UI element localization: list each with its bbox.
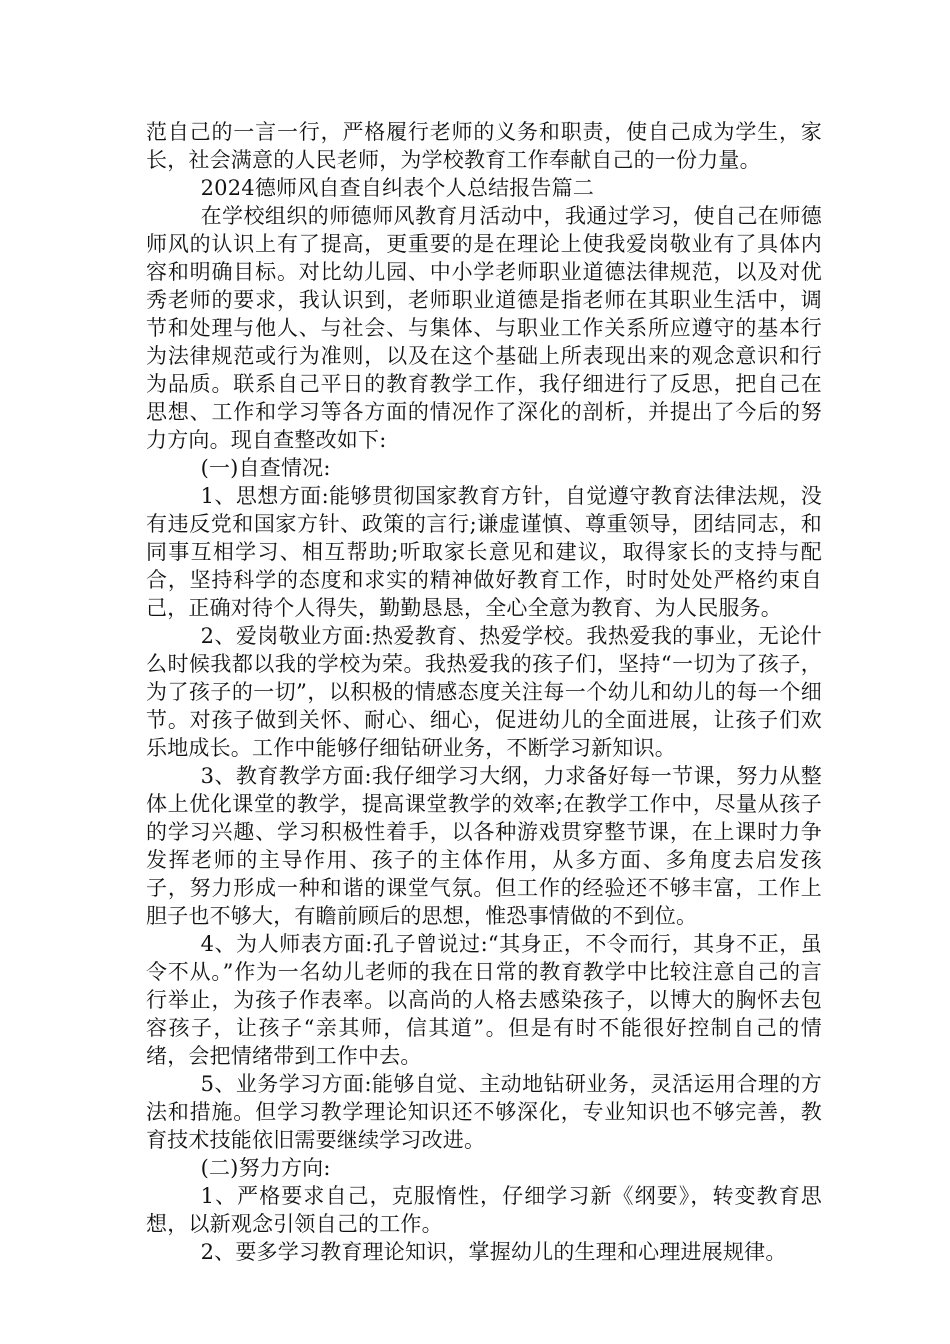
- document-body: [146, 118, 822, 1266]
- subheading-direction: (二)努力方向:: [200, 1156, 331, 1180]
- paragraph-direction-2: 2、要多学习教育理论知识，掌握幼儿的生理和心理进展规律。: [200, 1240, 787, 1264]
- paragraph-item-2: 2、爱岗敬业方面:热爱教育、热爱学校。我热爱我的事业，无论什么时候我都以我的学校为荣。我热爱我的孩子们，坚持“一切为了孩子，为了孩子的一切”，以积极的情感态度关注每一个幼儿和幼儿的每一个细节。对孩子做到关怀、耐心、细心，促进幼儿的全面进展，让孩子们欢乐地成长。工作中能够仔细钻研业务，不断学习新知识。: [146, 624, 822, 760]
- subheading-self-check: (一)自查情况:: [200, 456, 331, 480]
- paragraph-intro: 在学校组织的师德师风教育月活动中，我通过学习，使自己在师德师风的认识上有了提高，更重要的是在理论上使我爱岗敬业有了具体内容和明确目标。对比幼儿园、中小学老师职业道德法律规范，以及对优秀老师的要求，我认识到，老师职业道德是指老师在其职业生活中，调节和处理与他人、与社会、与集体、与职业工作关系所应遵守的基本行为法律规范或行为准则，以及在这个基础上所表现出来的观念意识和行为品质。联系自己平日的教育教学工作，我仔细进行了反思，把自己在思想、工作和学习等各方面的情况作了深化的剖析，并提出了今后的努力方向。现自查整改如下:: [146, 204, 822, 452]
- paragraph-item-4: 4、为人师表方面:孔子曾说过:“其身正，不令而行，其身不正，虽令不从。”作为一名幼儿老师的我在日常的教育教学中比较注意自己的言行举止，为孩子作表率。以高尚的人格去感染孩子，以博大的胸怀去包容孩子，让孩子“亲其师，信其道”。但是有时不能很好控制自己的情绪，会把情绪带到工作中去。: [146, 932, 822, 1068]
- section-heading: 2024德师风自查自纠表个人总结报告篇二: [200, 176, 595, 200]
- paragraph-direction-1: 1、严格要求自己，克服惰性，仔细学习新《纲要》，转变教育思想，以新观念引领自己的工作。: [146, 1184, 822, 1236]
- paragraph-item-1: 1、思想方面:能够贯彻国家教育方针，自觉遵守教育法律法规，没有违反党和国家方针、政策的言行;谦虚谨慎、尊重领导，团结同志，和同事互相学习、相互帮助;听取家长意见和建议，取得家长的支持与配合，坚持科学的态度和求实的精神做好教育工作，时时处处严格约束自己，正确对待个人得失，勤勤恳恳，全心全意为教育、为人民服务。: [146, 484, 822, 620]
- paragraph-item-3: 3、教育教学方面:我仔细学习大纲，力求备好每一节课，努力从整体上优化课堂的教学，提高课堂教学的效率;在教学工作中，尽量从孩子的学习兴趣、学习积极性着手，以各种游戏贯穿整节课，在上课时力争发挥老师的主导作用、孩子的主体作用，从多方面、多角度去启发孩子，努力形成一种和谐的课堂气氛。但工作的经验还不够丰富，工作上胆子也不够大，有瞻前顾后的思想，惟恐事情做的不到位。: [146, 764, 822, 928]
- paragraph-item-5: 5、业务学习方面:能够自觉、主动地钻研业务，灵活运用合理的方法和措施。但学习教学理论知识还不够深化，专业知识也不够完善，教育技术技能依旧需要继续学习改进。: [146, 1072, 822, 1152]
- paragraph-continuation: 范自己的一言一行，严格履行老师的义务和职责，使自己成为学生，家长，社会满意的人民老师，为学校教育工作奉献自己的一份力量。: [146, 120, 822, 172]
